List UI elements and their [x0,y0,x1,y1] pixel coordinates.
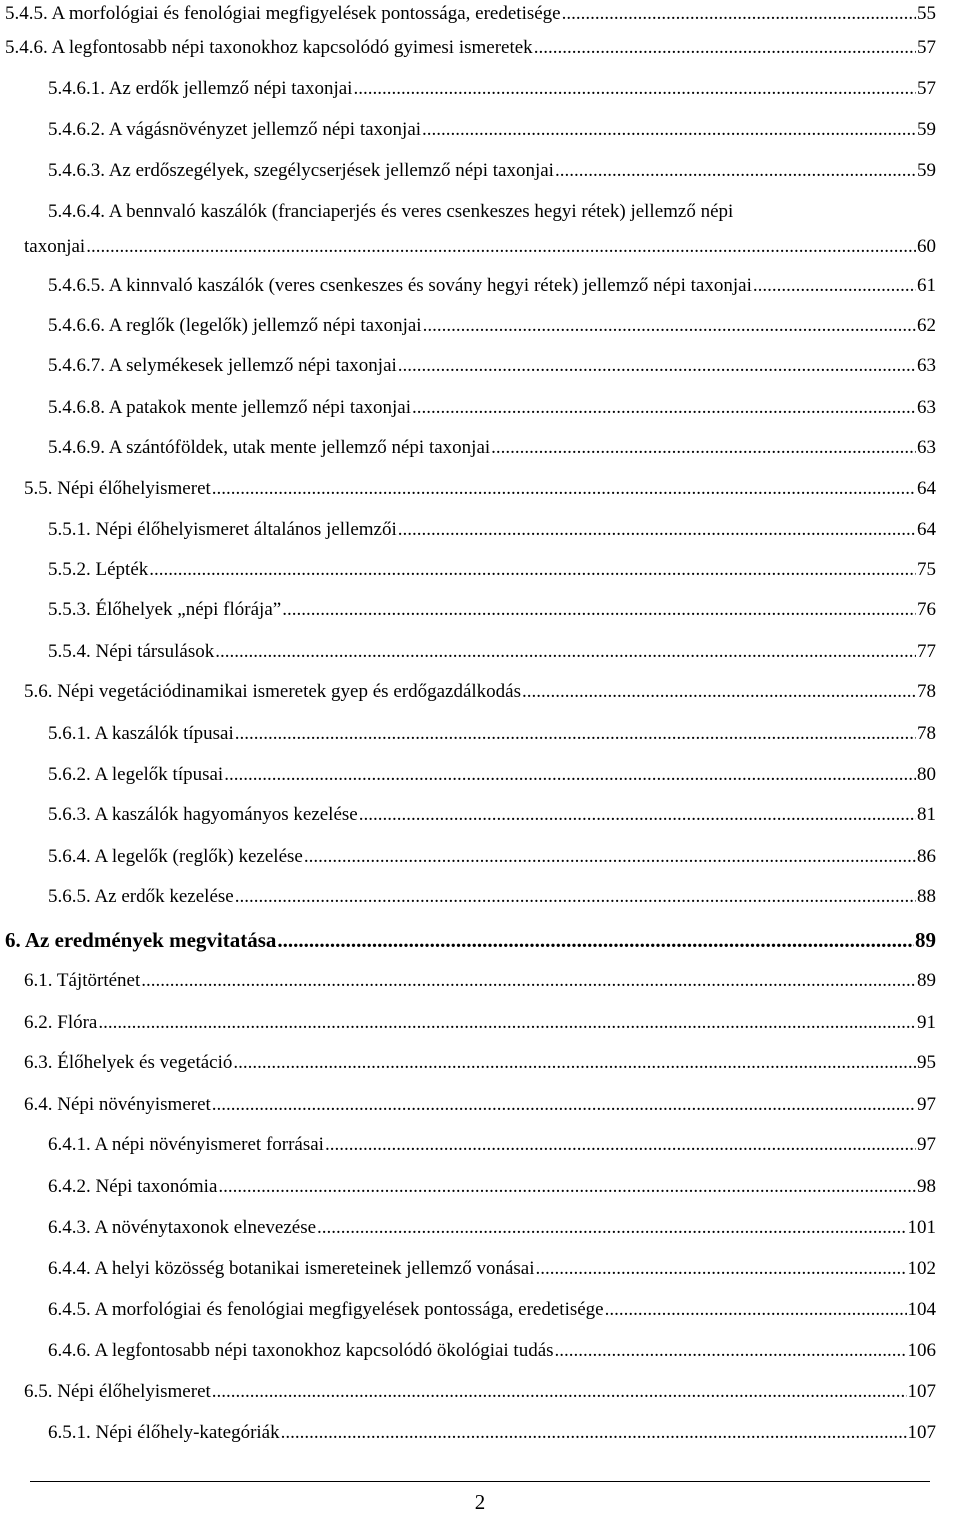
toc-entry-title: 5.4.6.6. A reglők (legelők) jellemző népi taxonjai [48,315,422,336]
toc-entry-page: 89 [915,928,936,952]
footer-divider [30,1481,930,1482]
toc-entry[interactable] [48,77,936,101]
toc-entry-page: 80 [917,764,936,785]
toc-entry-page: 63 [917,437,936,458]
toc-entry[interactable] [48,803,936,827]
toc-entry-page: 106 [907,1340,936,1361]
dot-leader [235,885,916,909]
toc-entry-title: 5.5.2. Lépték [48,559,149,580]
toc-entry-title: 6.4.4. A helyi közösség botanikai ismereteinek jellemző vonásai [48,1258,535,1279]
toc-entry-page: 78 [917,723,936,744]
dot-leader [224,763,916,787]
toc-entry-page: 64 [917,478,936,499]
toc-entry[interactable] [48,640,936,664]
toc-entry-title: 6. Az eredmények megvitatása [5,928,277,952]
dot-leader [86,235,916,259]
toc-entry[interactable] [24,1093,936,1117]
toc-entry[interactable] [48,722,936,746]
toc-entry-title: 5.6.5. Az erdők kezelése [48,886,234,907]
toc-entry[interactable] [24,1051,936,1075]
toc-entry-page: 102 [907,1258,936,1279]
toc-entry[interactable] [48,274,936,298]
dot-leader [605,1298,907,1322]
toc-entry-title: 5.4.6.7. A selymékesek jellemző népi taxonjai [48,355,397,376]
toc-entry-title: taxonjai [24,236,86,257]
toc-entry-title: 5.4.6.8. A patakok mente jellemző népi taxonjai [48,397,412,418]
dot-leader [753,274,916,298]
toc-entry-title: 6.4. Népi növényismeret [24,1094,211,1115]
toc-entry-page: 107 [907,1422,936,1443]
dot-leader [353,77,916,101]
toc-entry[interactable] [24,235,936,259]
toc-entry[interactable] [5,928,936,952]
toc-entry-title: 5.4.6.5. A kinnvaló kaszálók (veres csenkeszes és sovány hegyi rétek) jellemző népi taxonjai [48,275,752,296]
dot-leader [562,2,916,26]
toc-entry[interactable] [48,118,936,142]
toc-entry-page: 75 [917,559,936,580]
toc-entry-page: 63 [917,397,936,418]
toc-entry-title: 6.2. Flóra [24,1012,98,1033]
dot-leader [149,558,916,582]
toc-entry[interactable] [48,436,936,460]
dot-leader [233,1051,916,1075]
dot-leader [235,722,916,746]
toc-entry-page: 64 [917,519,936,540]
toc-entry[interactable] [48,396,936,420]
toc-entry-page: 55 [917,3,936,24]
toc-entry[interactable] [48,1298,936,1322]
dot-leader [522,680,916,704]
toc-entry[interactable] [48,1216,936,1240]
dot-leader [423,314,916,338]
toc-entry[interactable] [48,518,936,542]
dot-leader [534,36,916,60]
toc-entry-title: 5.5.1. Népi élőhelyismeret általános jellemzői [48,519,397,540]
dot-leader [282,598,916,622]
toc-entry-title: 6.5. Népi élőhelyismeret [24,1381,211,1402]
toc-entry[interactable] [48,763,936,787]
toc-entry[interactable] [24,1380,936,1404]
dot-leader [218,1175,916,1199]
toc-entry-page: 107 [907,1381,936,1402]
toc-entry-title: 5.4.6.9. A szántóföldek, utak mente jellemző népi taxonjai [48,437,491,458]
toc-entry-page: 98 [917,1176,936,1197]
dot-leader [412,396,916,420]
toc-entry[interactable] [24,969,936,993]
dot-leader [422,118,916,142]
toc-entry-title: 5.5. Népi élőhelyismeret [24,478,211,499]
dot-leader [98,1011,916,1035]
toc-entry-title: 6.1. Tájtörténet [24,970,141,991]
page-number: 2 [474,1490,486,1514]
toc-entry-page: 60 [917,236,936,257]
toc-entry[interactable] [48,1175,936,1199]
toc-entry-title: 6.4.1. A népi növényismeret forrásai [48,1134,324,1155]
toc-entry[interactable] [48,314,936,338]
toc-entry[interactable] [48,845,936,869]
dot-leader [325,1133,916,1157]
dot-leader [304,845,916,869]
toc-entry[interactable] [48,1257,936,1281]
dot-leader [398,518,916,542]
toc-entry-page: 59 [917,160,936,181]
toc-entry-page: 88 [917,886,936,907]
toc-entry[interactable] [24,477,936,501]
toc-entry[interactable] [5,36,936,60]
toc-entry-title: 5.5.4. Népi társulások [48,641,215,662]
toc-entry-title: 6.5.1. Népi élőhely-kategóriák [48,1422,280,1443]
toc-entry-title: 5.4.5. A morfológiai és fenológiai megfigyelések pontossága, eredetisége [5,3,561,24]
toc-entry-title: 6.3. Élőhelyek és vegetáció [24,1052,233,1073]
toc-entry-page: 81 [917,804,936,825]
toc-entry[interactable] [48,598,936,622]
toc-entry-page: 104 [907,1299,936,1320]
toc-entry-title: 5.6.4. A legelők (reglők) kezelése [48,846,303,867]
toc-entry[interactable] [48,1339,936,1363]
toc-entry-page: 61 [917,275,936,296]
toc-entry-page: 91 [917,1012,936,1033]
toc-entry-title[interactable]: 5.4.6.4. A bennvaló kaszálók (franciaperjés és veres csenkeszes hegyi rétek) jellemző népi [48,201,734,222]
toc-entry-title: 5.6.3. A kaszálók hagyományos kezelése [48,804,358,825]
toc-entry[interactable] [5,2,936,26]
dot-leader [212,477,916,501]
dot-leader [359,803,916,827]
toc-entry-page: 57 [917,37,936,58]
toc-entry[interactable] [48,1133,936,1157]
toc-entry-page: 76 [917,599,936,620]
toc-entry-page: 101 [907,1217,936,1238]
dot-leader [555,1339,907,1363]
dot-leader [398,354,916,378]
dot-leader [536,1257,907,1281]
toc-entry-page: 62 [917,315,936,336]
toc-entry[interactable] [48,159,936,183]
toc-entry-title: 5.6.1. A kaszálók típusai [48,723,234,744]
toc-entry[interactable] [48,354,936,378]
toc-entry-title: 6.4.5. A morfológiai és fenológiai megfigyelések pontossága, eredetisége [48,1299,604,1320]
toc-entry-page: 77 [917,641,936,662]
toc-entry-page: 86 [917,846,936,867]
toc-entry[interactable] [24,680,936,704]
toc-entry[interactable] [48,885,936,909]
toc-entry-title: 5.5.3. Élőhelyek „népi flórája” [48,599,282,620]
dot-leader [141,969,916,993]
dot-leader [212,1093,916,1117]
toc-entry-title: 5.4.6.2. A vágásnövényzet jellemző népi taxonjai [48,119,422,140]
toc-entry-title: 6.4.2. Népi taxonómia [48,1176,218,1197]
dot-leader [491,436,916,460]
toc-entry-page: 78 [917,681,936,702]
toc-entry[interactable] [48,1421,936,1445]
toc-entry-page: 89 [917,970,936,991]
toc-entry-page: 95 [917,1052,936,1073]
toc-entry-title: 5.4.6.3. Az erdőszegélyek, szegélycserjések jellemző népi taxonjai [48,160,554,181]
toc-entry-page: 97 [917,1134,936,1155]
toc-entry[interactable] [24,1011,936,1035]
toc-entry-title: 5.6.2. A legelők típusai [48,764,224,785]
toc-entry-title: 5.4.6.1. Az erdők jellemző népi taxonjai [48,78,353,99]
toc-entry-title: 5.6. Népi vegetációdinamikai ismeretek gyep és erdőgazdálkodás [24,681,521,702]
toc-entry-page: 63 [917,355,936,376]
dot-leader [281,1421,907,1445]
dot-leader [555,159,916,183]
dot-leader [212,1380,907,1404]
toc-entry-title: 6.4.3. A növénytaxonok elnevezése [48,1217,317,1238]
toc-entry-page: 97 [917,1094,936,1115]
dot-leader [317,1216,906,1240]
toc-entry-page: 59 [917,119,936,140]
toc-entry-title: 6.4.6. A legfontosabb népi taxonokhoz kapcsolódó ökológiai tudás [48,1340,554,1361]
dot-leader [277,928,914,952]
dot-leader [215,640,916,664]
toc-entry-page: 57 [917,78,936,99]
toc-entry[interactable] [48,558,936,582]
toc-entry-title: 5.4.6. A legfontosabb népi taxonokhoz kapcsolódó gyimesi ismeretek [5,37,533,58]
